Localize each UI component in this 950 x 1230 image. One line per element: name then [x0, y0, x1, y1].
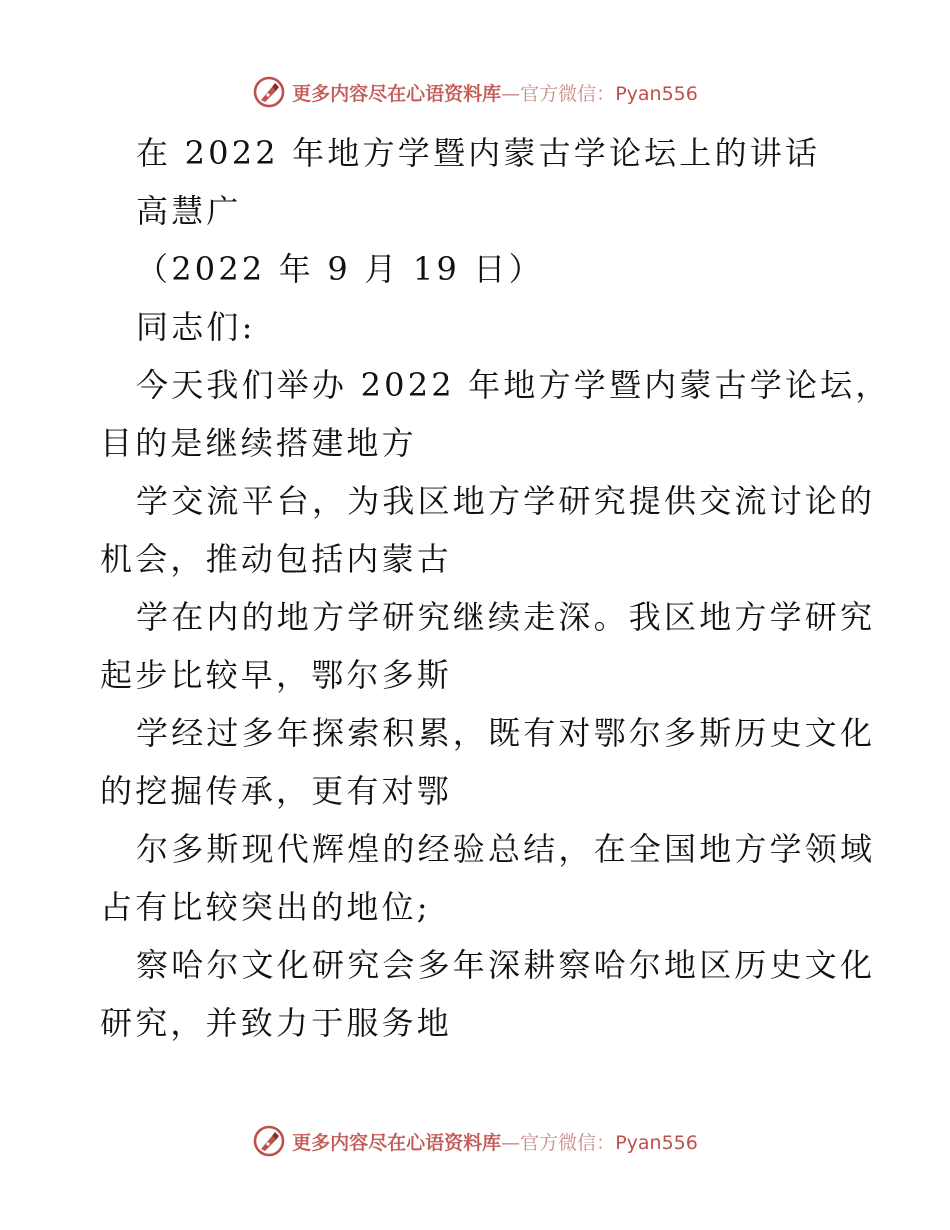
text-line: 目的是继续搭建地方: [100, 424, 417, 462]
text-line: 占有比较突出的地位;: [100, 888, 431, 926]
banner-text: [292, 79, 698, 106]
text-line: 学在内的地方学研究继续走深。我区地方学研究: [136, 598, 876, 636]
text-line: 研究，并致力于服务地: [100, 1004, 453, 1042]
document-title: 在 2022 年地方学暨内蒙古学论坛上的讲话: [136, 134, 821, 172]
text-line: 今天我们举办 2022 年地方学暨内蒙古学论坛，: [136, 366, 891, 404]
banner-main-text: 更多内容尽在心语资料库: [292, 1131, 502, 1154]
document-author: 高慧广: [136, 192, 242, 230]
banner-side-text: —官方微信：: [501, 1131, 616, 1154]
document-date: （2022 年 9 月 19 日）: [136, 250, 544, 288]
text-line: 学经过多年探索积累，既有对鄂尔多斯历史文化: [136, 714, 876, 752]
text-line: 起步比较早，鄂尔多斯: [100, 656, 453, 694]
banner-side-text: —官方微信：: [501, 82, 616, 105]
footer-banner: [0, 1121, 950, 1161]
text-line: 学交流平台，为我区地方学研究提供交流讨论的: [136, 482, 876, 520]
banner-text: [292, 1128, 698, 1155]
document-paragraphs: [100, 356, 891, 1052]
text-line: 机会，推动包括内蒙古: [100, 540, 453, 578]
pen-nib-logo-icon: [252, 75, 286, 109]
document-salutation: 同志们:: [136, 308, 256, 346]
banner-wechat-id: Pyan556: [615, 1131, 698, 1154]
pen-nib-logo-icon: [252, 1124, 286, 1158]
text-line: 察哈尔文化研究会多年深耕察哈尔地区历史文化: [136, 946, 876, 984]
text-line: 的挖掘传承，更有对鄂: [100, 772, 453, 810]
banner-main-text: 更多内容尽在心语资料库: [292, 82, 502, 105]
header-banner: [0, 72, 950, 112]
banner-wechat-id: Pyan556: [615, 82, 698, 105]
document-body: [100, 124, 891, 1052]
text-line: 尔多斯现代辉煌的经验总结，在全国地方学领域: [136, 830, 876, 868]
